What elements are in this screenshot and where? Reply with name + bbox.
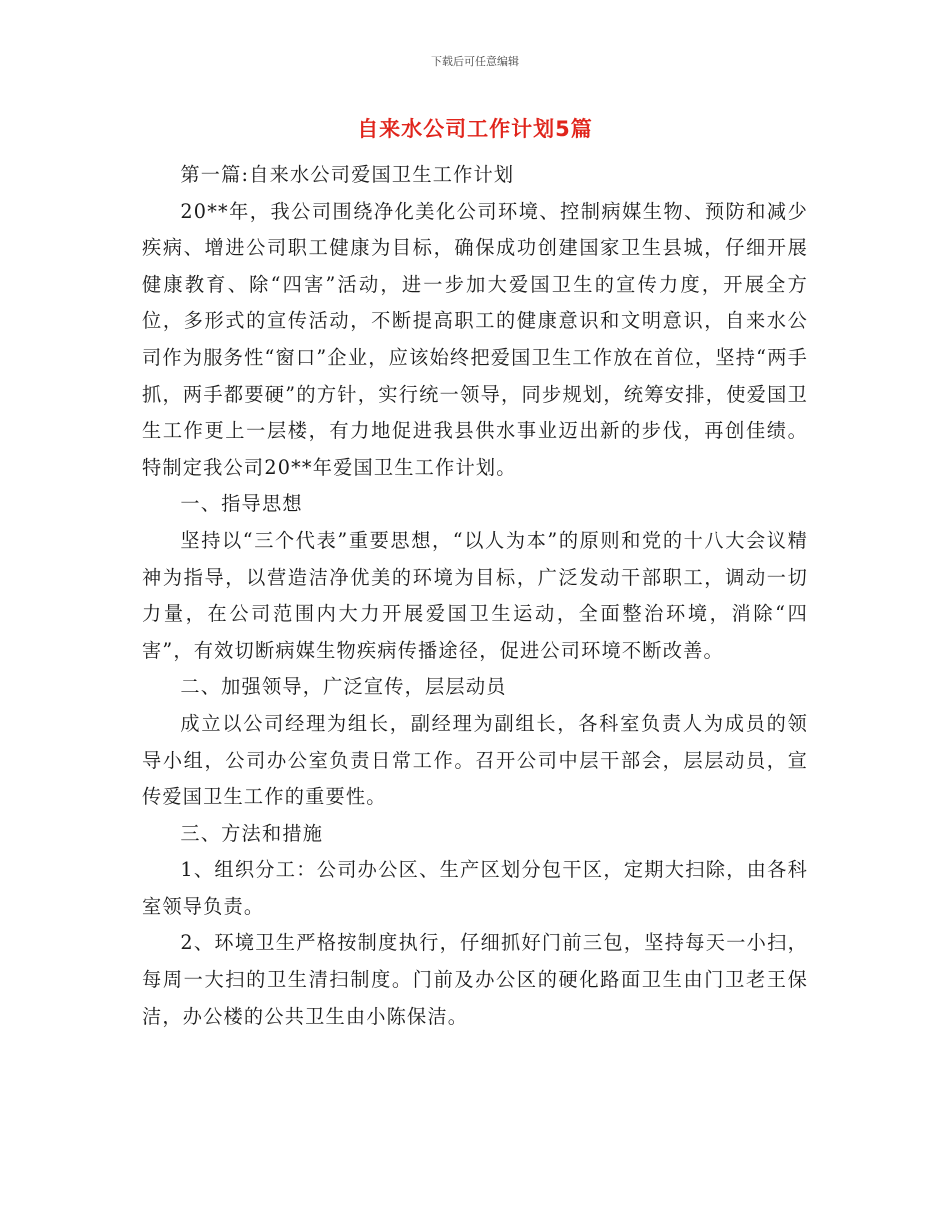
section-heading-part-one: 第一篇:自来水公司爱国卫生工作计划 (180, 163, 515, 186)
methods-item-1: 1、组织分工：公司办公区、生产区划分包干区，定期大扫除，由各科室领导负责。 (142, 858, 808, 918)
intro-paragraph: 20**年，我公司围绕净化美化公司环境、控制病媒生物、预防和减少疾病、增进公司职工健康为目标，确保成功创建国家卫生县城，仔细开展健康教育、除“四害”活动，进一步加大爱国卫生的宣传力度，开展全方位，多形式的宣传活动，不断提高职工的健康意识和文明意识，自来水公司作为服务性“窗口”企业，应该始终把爱国卫生工作放在首位，坚持“两手抓，两手都要硬”的方针，实行统一领导，同步规划，统筹安排，使爱国卫生工作更上一层楼，有力地促进我县供水事业迈出新的步伐，再创佳绩。特制定我公司20**年爱国卫生工作计划。 (142, 199, 808, 479)
document-body (142, 157, 808, 1035)
methods-item-2: 2、环境卫生严格按制度执行，仔细抓好门前三包，坚持每天一小扫，每周一大扫的卫生清扫制度。门前及办公区的硬化路面卫生由门卫老王保洁，办公楼的公共卫生由小陈保洁。 (142, 931, 808, 1028)
guiding-ideology-paragraph: 坚持以“三个代表”重要思想，“以人为本”的原则和党的十八大会议精神为指导，以营造洁净优美的环境为目标，广泛发动干部职工，调动一切力量，在公司范围内大力开展爱国卫生运动，全面整治环境，消除“四害”，有效切断病媒生物疾病传播途径，促进公司环境不断改善。 (142, 528, 808, 662)
section-heading-leadership: 二、加强领导，广泛宣传，层层动员 (180, 675, 507, 699)
section-heading-methods: 三、方法和措施 (180, 821, 324, 845)
leadership-paragraph: 成立以公司经理为组长，副经理为副组长，各科室负责人为成员的领导小组，公司办公室负责日常工作。召开公司中层干部会，层层动员，宣传爱国卫生工作的重要性。 (142, 711, 808, 809)
header-note: 下载后可任意编辑 (431, 55, 519, 68)
document-title: 自来水公司工作计划5篇 (357, 117, 593, 141)
section-heading-guiding-ideology: 一、指导思想 (180, 492, 303, 516)
